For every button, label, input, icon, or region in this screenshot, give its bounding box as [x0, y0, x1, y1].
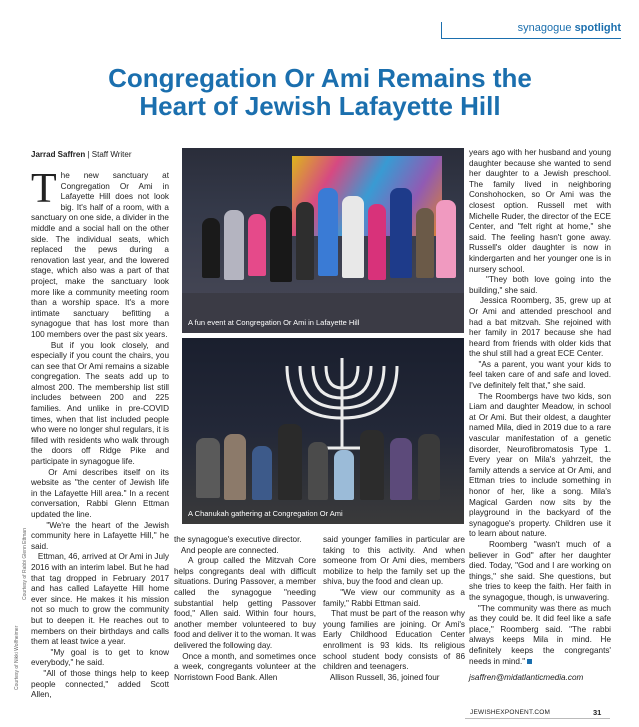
footer-rule [465, 718, 610, 719]
chanukah-photo [182, 338, 464, 524]
paragraph-text: "We're the heart of the Jewish community here in Lafayette Hill," he said. [31, 520, 169, 551]
section-label [518, 22, 621, 34]
section-name: synagogue [517, 22, 572, 34]
person-figure [224, 210, 244, 280]
floor [182, 293, 464, 333]
headline-line-1: Congregation Or Ami Remains the [108, 63, 532, 93]
paragraph [469, 673, 611, 684]
paragraph-text: Roomberg "wasn't much of a believer in God" after her daughter died. Today, "God and I are working on things," she said. She questions, but she tries to keep the faith. Her faith in the synagogue, though, is unwavering. [469, 539, 611, 602]
paragraph: years ago with her husband and young daughter because she wanted to send her daughter to a Jewish preschool. The family lived in neighboring Conshohocken, so Or Ami was the closest option. Russell met with Michelle Ruder, the director of the ECE Center, and "felt right at home," she said. The feeling hasn't gone away. Russell's older daughter is now in kindergarten and her younger one is in nursery school. [469, 148, 611, 274]
person-figure [416, 208, 434, 278]
event-photo [182, 148, 464, 333]
paragraph [31, 648, 169, 669]
paragraph-text: "They both love going into the building," she said. [469, 275, 611, 295]
paragraph-text: "All of those things help to keep people connected," added Scott Allen, [31, 668, 170, 700]
paragraph [469, 275, 611, 296]
paragraph [174, 546, 316, 557]
paragraph-text: But if you look closely, and especially if you count the chairs, you can see that Or Ami remains a sizable congregation. The seats add up to almost 200. The membership list still includes between 200 and 225 families. And unlike in pre-COVID times, when that list included people who were no longer shul regulars, it is filled with residents who walk through the doors off Ridge Pike and participate in synagogue life. [31, 340, 169, 467]
person-figure [334, 450, 354, 500]
paragraph [469, 296, 611, 360]
paragraph [469, 604, 611, 668]
paragraph [31, 341, 169, 468]
paragraph: the synagogue's executive director. [174, 535, 302, 544]
paragraph [31, 166, 169, 341]
person-figure [368, 204, 386, 280]
person-figure [342, 196, 364, 278]
author-role: | Staff Writer [87, 150, 132, 159]
paragraph [31, 669, 169, 701]
header-divider [441, 22, 442, 39]
person-figure [296, 202, 314, 280]
author-name: Jarrad Saffren [31, 150, 86, 159]
paragraph-text: "As a parent, you want your kids to feel taken care of and safe and loved. I've definitely felt that," she said. [469, 359, 611, 391]
person-figure [270, 206, 292, 282]
person-figure [418, 434, 440, 500]
paragraph-text: Once a month, and sometimes once a week, congregants volunteer at the Norristown Food Bank. Allen [174, 651, 317, 682]
photo-credit: Courtesy of Nikki Wolfheimer [14, 625, 20, 690]
paragraph [323, 673, 465, 684]
paragraph-text: A group called the Mitzvah Core helps congregants deal with difficult situations. During Passover, a member called the synagogue "needing substantial help getting Passover food," Allen said. Within four hours, another member volunteered to buy food and deliver it to the woman. It was delivered the following day. [174, 556, 316, 650]
person-figure [390, 188, 412, 278]
person-figure [248, 214, 266, 276]
page-number: 31 [593, 708, 602, 717]
paragraph-text: Or Ami describes itself on its website as "the center of Jewish life in the Lafayette Hill area." In a recent conversation, Rabbi Glenn Ettman updated the line. [31, 467, 169, 519]
paragraph-text: That must be part of the reason why young families are joining. Or Ami's Early Childhood Education Center enrollment is 93 kids. Its religious school student body consists of 86 children and teenagers. [323, 609, 465, 672]
subsection-name: spotlight [574, 22, 621, 34]
paragraph-text: And people are connected. [180, 545, 279, 555]
paragraph [174, 556, 316, 651]
paragraph-text: The Roombergs have two kids, son Liam and daughter Meadow, in school at Or Ami. But their oldest, a daughter named Mila, died in 2019 due to a rare vascular manifestation of a genetic disorder, Neurofibromatosis Type 1. Every year on Mila's yahrzeit, the family attends a service at Or Ami, and Ettman tries to include something in honor of her, like a song. Mila's Magical Garden now sits by the playground in the backyard of the synagogue's property. Children use it to learn about nature. [469, 391, 611, 539]
person-figure [308, 442, 328, 500]
paragraph-text: "The community was there as much as they could be. It did feel like a safe place," Roomberg said. "The rabbi always keeps Mila in mind. He definitely keeps the congregants' needs in mind." [469, 603, 611, 666]
author-email[interactable]: jsaffren@midatlanticmedia.com [469, 673, 584, 683]
paragraph [323, 588, 465, 609]
headline-line-2: Heart of Jewish Lafayette Hill [139, 91, 501, 121]
article-column-3 [323, 535, 465, 683]
paragraph [323, 609, 465, 673]
paragraph-text: "My goal is to get to know everybody," he said. [31, 647, 169, 668]
paragraph-text: he new sanctuary at Congregation Or Ami in Lafayette Hill does not look big. It's half of a room, with a sanctuary on one side, a divider in the middle and a social hall on the other side. The individual seats, which replaced the pews during a renovation last year, and the lowered stage, which also was a part of that project, make the sanctuary look more like a community meeting room than a worship space. It's a more intimate sanctuary befitting a synagogue that has lost more than 100 members over the past six years. [31, 171, 169, 339]
paragraph: said younger families in particular are taking to this activity. And when someone from Or Ami dies, members mobilize to help the family set up the shiva, buy the food and clean up. [323, 535, 465, 587]
person-figure [318, 188, 338, 276]
paragraph [469, 360, 611, 392]
paragraph-text: Jessica Roomberg, 35, grew up at Or Ami and attended preschool and had a bat mitzvah. She rejoined with her family in 2017 because she had heard from friends with older kids that the shul still had a great ECE Center. [469, 296, 611, 359]
end-mark-icon [527, 659, 532, 664]
header-rule [441, 38, 621, 39]
paragraph [469, 540, 611, 604]
article-column-4 [469, 148, 611, 684]
byline [31, 150, 132, 159]
paragraph [469, 392, 611, 540]
person-figure [360, 430, 384, 500]
person-figure [196, 438, 220, 498]
article-column-1 [31, 166, 170, 701]
photo-caption: A Chanukah gathering at Congregation Or Ami [188, 509, 343, 518]
footer-url: JEWISHEXPONENT.COM [470, 709, 551, 716]
paragraph [31, 521, 169, 553]
photo-credit: Courtesy of Rabbi Glenn Ettman [22, 528, 28, 600]
paragraph [31, 468, 169, 521]
person-figure [202, 218, 220, 278]
paragraph-text: Allison Russell, 36, joined four [329, 672, 440, 682]
section-header [441, 22, 621, 42]
person-figure [436, 200, 456, 278]
person-figure [278, 424, 302, 500]
article-column-2 [174, 535, 316, 683]
person-figure [390, 438, 412, 500]
person-figure [252, 446, 272, 500]
photo-caption: A fun event at Congregation Or Ami in Lafayette Hill [188, 318, 360, 327]
paragraph [31, 552, 169, 647]
article-headline [40, 64, 600, 120]
drop-cap: T [31, 166, 57, 212]
paragraph-text: "We view our community as a family," Rabbi Ettman said. [323, 587, 465, 608]
person-figure [224, 434, 246, 500]
paragraph-text: Ettman, 46, arrived at Or Ami in July 2016 with an interim label. But he had that tag dropped in February 2017 and has called Lafayette Hill home ever since. He makes it his mission not so much to grow the community but to deepen it. He reaches out to members on their birthdays and calls them at least twice a year. [31, 552, 169, 647]
paragraph [174, 652, 316, 684]
